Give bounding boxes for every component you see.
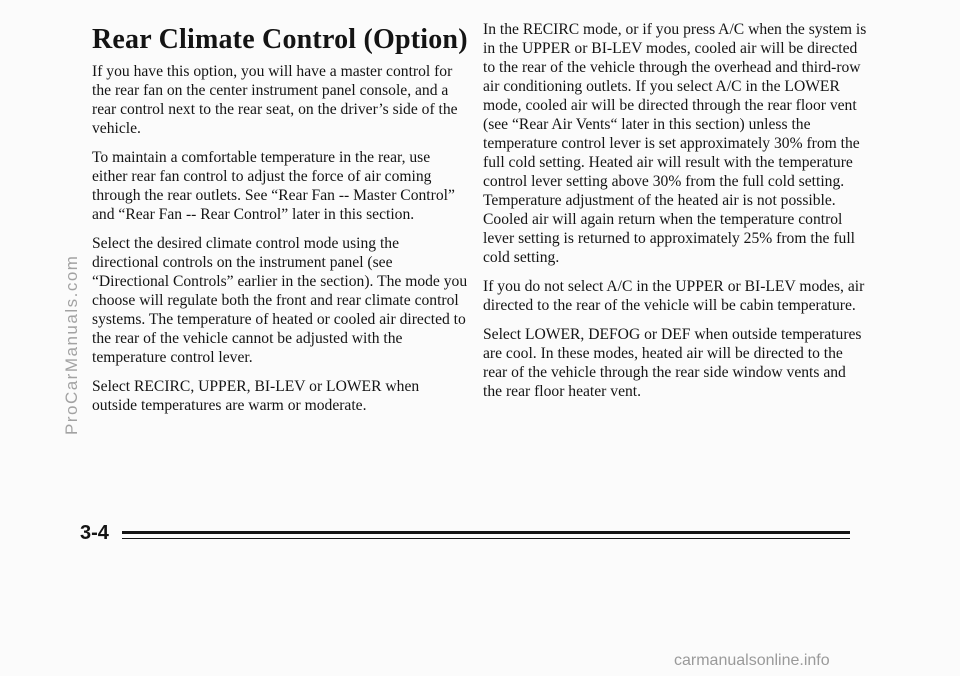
paragraph: Select the desired climate control mode using the directional controls on the instrument panel (see “Directional Controls” earlier in the section). The mode you choose will regulate both the front and rear climate control systems. The temperature of heated or cooled air directed to the rear of the vehicle cannot be adjusted with the temperature control lever. bbox=[92, 235, 468, 366]
left-column bbox=[92, 62, 468, 425]
watermark: ProCarManuals.com bbox=[62, 254, 81, 435]
paragraph: To maintain a comfortable temperature in the rear, use either rear fan control to adjust the force of air coming through the rear outlets. See “Rear Fan -- Master Control” and “Rear Fan -- Rear Control” later in this section. bbox=[92, 149, 455, 223]
paragraph: If you have this option, you will have a master control for the rear fan on the center instrument panel console, and a rear control next to the rear seat, on the driver’s side of the vehicle. bbox=[92, 63, 458, 137]
paragraph: Select RECIRC, UPPER, BI-LEV or LOWER when outside temperatures are warm or moderate. bbox=[92, 378, 420, 414]
right-column bbox=[483, 20, 868, 411]
footer-rule-thick bbox=[122, 531, 850, 534]
footer-rule-thin bbox=[122, 538, 850, 539]
paragraph: Select LOWER, DEFOG or DEF when outside temperatures are cool. In these modes, heated air will be directed to the rear of the vehicle through the rear side window vents and the rear floor heater vent. bbox=[483, 326, 862, 400]
paragraph: If you do not select A/C in the UPPER or BI-LEV modes, air directed to the rear of the vehicle will be cabin temperature. bbox=[483, 278, 865, 314]
source-site-label: carmanualsonline.info bbox=[674, 652, 830, 669]
page-number: 3-4 bbox=[80, 522, 109, 544]
page-title: Rear Climate Control (Option) bbox=[92, 24, 468, 55]
paragraph: In the RECIRC mode, or if you press A/C when the system is in the UPPER or BI-LEV modes, cooled air will be directed to the rear of the vehicle through the overhead and third-row air conditioning outlets. If you select A/C in the LOWER mode, cooled air will be directed through the rear floor vent (see “Rear Air Vents“ later in this section) unless the temperature control lever is set approximately 30% from the full cold setting. Heated air will result with the temperature control lever setting above 30% from the full cold setting. Temperature adjustment of the heated air is not possible. Cooled air will again return when the temperature control lever setting is returned to approximately 25% from the full cold setting. bbox=[483, 21, 867, 266]
